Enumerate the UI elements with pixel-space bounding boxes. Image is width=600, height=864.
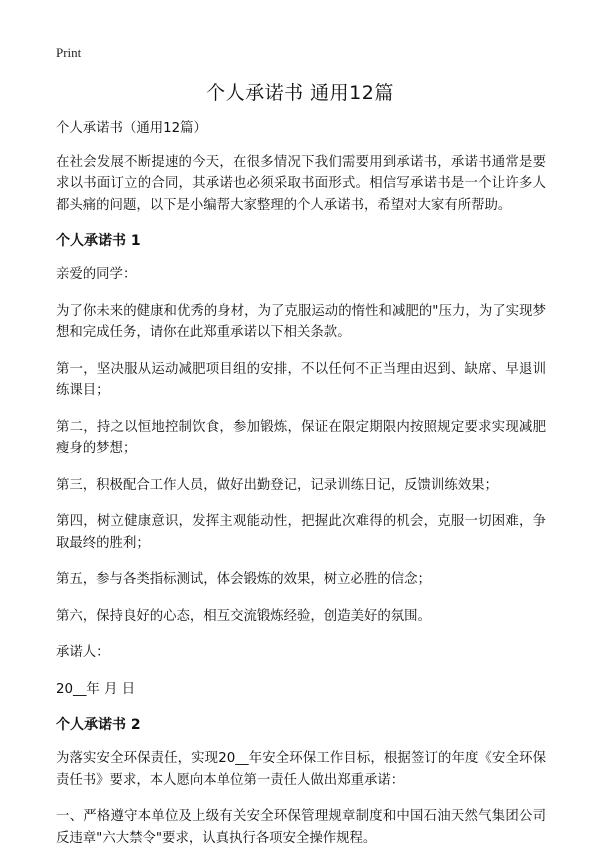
clause-4: 第四，树立健康意识，发挥主观能动性，把握此次难得的机会，克服一切困难，争取最终的胜利； [56, 514, 546, 551]
intro-paragraph: 在社会发展不断提速的今天，在很多情况下我们需要用到承诺书，承诺书通常是要求以书面订立的合同，其承诺也必须采取书面形式。相信写承诺书是一个让许多人都头痛的问题，以下是小编帮大家整理的个人承诺书，希望对大家有所帮助。 [56, 154, 546, 213]
paragraph: 一、严格遵守本单位及上级有关安全环保管理规章制度和中国石油天然气集团公司反违章"六大禁令"要求，认真执行各项安全操作规程。 [56, 809, 546, 846]
clause-3: 第三，积极配合工作人员，做好出勤登记，记录训练日记，反馈训练效果； [56, 477, 498, 493]
clause-2: 第二，持之以恒地控制饮食，参加锻炼，保证在限定期限内按照规定要求实现减肥瘦身的梦想； [56, 419, 546, 456]
clause-1: 第一，坚决服从运动减肥项目组的安排，不以任何不正当理由迟到、缺席、早退训练课目； [56, 361, 546, 398]
clause-5: 第五，参与各类指标测试，体会锻炼的效果，树立必胜的信念； [56, 572, 431, 587]
document-body [56, 118, 546, 864]
salutation: 亲爱的同学： [56, 267, 137, 282]
date-line: 20__年 月 日 [56, 681, 136, 697]
section-heading-1: 个人承诺书 1 [56, 233, 141, 249]
paragraph: 为了你未来的健康和优秀的身材，为了克服运动的惰性和减肥的"压力，为了实现梦想和完成任务，请你在此郑重承诺以下相关条款。 [56, 303, 546, 340]
section-heading-2: 个人承诺书 2 [56, 717, 141, 733]
paragraph: 为落实安全环保责任，实现20__年安全环保工作目标，根据签订的年度《安全环保责任书》要求，本人愿向本单位第一责任人做出郑重承诺： [56, 751, 546, 788]
signer-line: 承诺人： [56, 645, 110, 660]
print-link[interactable]: Print [56, 45, 82, 60]
document-subtitle: 个人承诺书（通用12篇） [56, 121, 207, 136]
document-title: 个人承诺书 通用12篇 [206, 82, 394, 104]
clause-6: 第六，保持良好的心态，相互交流锻炼经验，创造美好的氛围。 [56, 608, 431, 624]
